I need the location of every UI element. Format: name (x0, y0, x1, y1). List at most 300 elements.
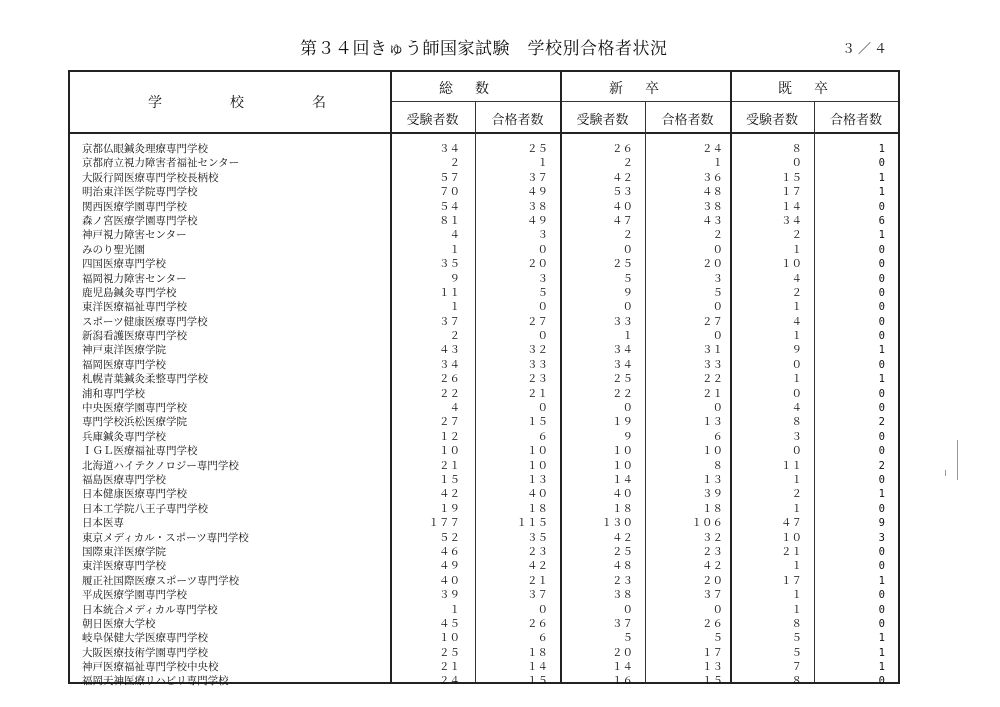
table-row (70, 286, 898, 300)
cell-value: ２４ (702, 143, 723, 155)
cell-value: ８ (791, 675, 802, 688)
cell-value: ３８ (527, 200, 548, 213)
cell-value: ４９ (439, 560, 460, 573)
cell-value: １ (537, 157, 548, 170)
cell-value: ２ (622, 229, 633, 242)
cell-value: ８ (791, 617, 802, 630)
table-row (70, 329, 898, 343)
cell-value: １３ (527, 473, 548, 486)
table-row (70, 387, 898, 401)
cell-value: １０ (527, 459, 548, 472)
cell-value: ２０ (702, 258, 723, 271)
cell-value: ３ (791, 430, 802, 443)
school-header-char: 校 (230, 95, 244, 111)
cell-value: ２ (449, 157, 460, 170)
cell-value: 0 (878, 286, 885, 299)
cell-value: ８ (791, 416, 802, 429)
cell-value: ９ (622, 286, 633, 299)
cell-value: ２０ (702, 574, 723, 587)
school-name: 四国医療専門学校 (82, 258, 166, 271)
table-row (70, 459, 898, 473)
cell-value: １０ (702, 445, 723, 458)
cell-value: １０ (612, 445, 633, 458)
cell-value: ４３ (702, 214, 723, 227)
school-name: 鹿児島鍼灸専門学校 (82, 286, 177, 299)
table-row (70, 343, 898, 357)
cell-value: １４ (527, 661, 548, 674)
cell-value: １８ (612, 502, 633, 515)
cell-value: 0 (878, 603, 885, 616)
cell-value: ４７ (781, 517, 802, 530)
table-row (70, 415, 898, 429)
school-name: 京都仏眼鍼灸理療専門学校 (82, 143, 208, 155)
cell-value: １ (791, 301, 802, 314)
cell-value: 9 (878, 517, 885, 530)
cell-value: ９ (791, 344, 802, 357)
cell-value: 0 (878, 243, 885, 256)
school-name: 国際東洋医療学院 (82, 545, 166, 558)
school-name: 専門学校浜松医療学院 (82, 416, 187, 429)
cell-value: 3 (878, 531, 885, 544)
table-row (70, 228, 898, 242)
cell-value: ２２ (702, 373, 723, 386)
cell-value: １５ (527, 416, 548, 429)
cell-value: ２ (791, 488, 802, 501)
table-row (70, 646, 898, 660)
cell-value: １７ (702, 646, 723, 659)
cell-value: ３２ (702, 531, 723, 544)
cell-value: １ (791, 243, 802, 256)
cell-value: ４５ (439, 617, 460, 630)
cell-value: 0 (878, 315, 885, 328)
cell-value: １０６ (691, 517, 723, 530)
cell-value: ９ (449, 272, 460, 285)
cell-value: ４０ (439, 574, 460, 587)
cell-value: ３４ (612, 344, 633, 357)
cell-value: ５２ (439, 531, 460, 544)
cell-value: １ (791, 330, 802, 343)
cell-value: １５ (781, 171, 802, 184)
cell-value: ０ (791, 445, 802, 458)
cell-value: ４ (791, 402, 802, 415)
cell-value: ４ (791, 272, 802, 285)
school-name: 浦和専門学校 (82, 387, 145, 400)
cell-value: ２ (791, 229, 802, 242)
cell-value: ４６ (439, 545, 460, 558)
table-row (70, 473, 898, 487)
cell-value: ４９ (527, 214, 548, 227)
cell-value: ２１ (439, 661, 460, 674)
cell-value: 1 (878, 632, 885, 645)
cell-value: ０ (537, 330, 548, 343)
school-name: 札幌青葉鍼灸柔整専門学校 (82, 373, 208, 386)
cell-value: ２５ (527, 143, 548, 155)
cell-value: １ (449, 603, 460, 616)
cell-value: ３３ (702, 358, 723, 371)
table-row (70, 444, 898, 458)
cell-value: 0 (878, 545, 885, 558)
cell-value: ７ (791, 661, 802, 674)
cell-value: １ (791, 589, 802, 602)
cell-value: ０ (537, 243, 548, 256)
table-row (70, 430, 898, 444)
cell-value: ３ (537, 229, 548, 242)
school-name: 日本統合メディカル専門学校 (82, 603, 218, 616)
cell-value: ０ (622, 301, 633, 314)
table-row (70, 603, 898, 617)
cell-value: ３９ (439, 589, 460, 602)
cell-value: １７７ (428, 517, 460, 530)
cell-value: ２０ (527, 258, 548, 271)
cell-value: ４０ (612, 488, 633, 501)
cell-value: ２ (791, 286, 802, 299)
cell-value: 0 (878, 402, 885, 415)
cell-value: 1 (878, 344, 885, 357)
cell-value: ２１ (439, 459, 460, 472)
table-row (70, 257, 898, 271)
school-name: 福岡視力障害センター (82, 272, 187, 285)
school-name: 北海道ハイテクノロジー専門学校 (82, 459, 239, 472)
subheader-passed: 合格者数 (491, 113, 544, 128)
cell-value: 1 (878, 171, 885, 184)
cell-value: １８ (527, 646, 548, 659)
cell-value: １４ (612, 661, 633, 674)
cell-value: ８ (712, 459, 723, 472)
subheader-examinees: 受験者数 (406, 113, 459, 128)
cell-value: ０ (791, 387, 802, 400)
cell-value: ３５ (439, 258, 460, 271)
cell-value: ３７ (439, 315, 460, 328)
cell-value: 1 (878, 143, 885, 155)
cell-value: ７０ (439, 186, 460, 199)
table-row (70, 631, 898, 645)
cell-value: ２１ (527, 574, 548, 587)
cell-value: １１ (781, 459, 802, 472)
cell-value: ０ (712, 603, 723, 616)
subheader-examinees: 受験者数 (745, 113, 798, 128)
cell-value: １０ (781, 258, 802, 271)
cell-value: ４ (791, 315, 802, 328)
table-row (70, 516, 898, 530)
cell-value: ４ (449, 229, 460, 242)
cell-value: 0 (878, 675, 885, 688)
school-name: 日本医専 (82, 517, 124, 530)
cell-value: １９ (439, 502, 460, 515)
table-row (70, 660, 898, 674)
table-body (70, 142, 898, 689)
cell-value: ５７ (439, 171, 460, 184)
cell-value: ０ (622, 243, 633, 256)
cell-value: ２２ (612, 387, 633, 400)
school-header-char: 名 (312, 95, 326, 111)
cell-value: ２３ (527, 545, 548, 558)
school-name: ＩＧＬ医療福祉専門学校 (82, 445, 198, 458)
cell-value: ３８ (612, 589, 633, 602)
cell-value: １８ (702, 502, 723, 515)
cell-value: １７ (781, 186, 802, 199)
cell-value: ５ (791, 632, 802, 645)
school-name: 福島医療専門学校 (82, 473, 166, 486)
cell-value: １５ (702, 675, 723, 688)
table-row (70, 358, 898, 372)
school-name: 日本工学院八王子専門学校 (82, 502, 208, 515)
table-row (70, 272, 898, 286)
cell-value: １７ (781, 574, 802, 587)
cell-value: 1 (878, 661, 885, 674)
school-name: 神戸視力障害センター (82, 229, 187, 242)
cell-value: ３３ (527, 358, 548, 371)
cell-value: １ (712, 157, 723, 170)
cell-value: １０ (781, 531, 802, 544)
cell-value: １５ (527, 675, 548, 688)
cell-value: ０ (622, 603, 633, 616)
cell-value: 1 (878, 373, 885, 386)
school-name: 神戸東洋医療学院 (82, 344, 166, 357)
cell-value: ２５ (439, 646, 460, 659)
cell-value: ２１ (527, 387, 548, 400)
school-name: 新潟看護医療専門学校 (82, 330, 187, 343)
cell-value: 1 (878, 229, 885, 242)
cell-value: 0 (878, 387, 885, 400)
cell-value: 2 (878, 459, 885, 472)
cell-value: １３ (702, 416, 723, 429)
cell-value: ２４ (439, 675, 460, 688)
cell-value: ２１ (702, 387, 723, 400)
school-name: 兵庫鍼灸専門学校 (82, 430, 166, 443)
cell-value: １３０ (601, 517, 633, 530)
cell-value: 0 (878, 272, 885, 285)
cell-value: ３９ (702, 488, 723, 501)
cell-value: ５ (622, 272, 633, 285)
scan-mark (945, 470, 946, 476)
table-row (70, 617, 898, 631)
school-name: 京都府立視力障害者福祉センター (82, 157, 240, 170)
table-row (70, 171, 898, 185)
school-name: 朝日医療大学校 (82, 617, 156, 630)
page-number: ３／４ (842, 42, 891, 57)
table-row (70, 545, 898, 559)
school-name: みのり聖光園 (82, 243, 145, 256)
cell-value: １ (791, 502, 802, 515)
cell-value: ６ (537, 430, 548, 443)
cell-value: ０ (791, 358, 802, 371)
cell-value: ３１ (702, 344, 723, 357)
cell-value: ５ (622, 632, 633, 645)
cell-value: ５ (537, 286, 548, 299)
school-name: 関西医療学園専門学校 (82, 200, 187, 213)
table-row (70, 372, 898, 386)
table-row (70, 401, 898, 415)
cell-value: ５ (712, 286, 723, 299)
cell-value: ２５ (612, 258, 633, 271)
cell-value: １２ (439, 430, 460, 443)
school-name: 大阪医療技術学園専門学校 (82, 646, 208, 659)
cell-value: ８１ (439, 214, 460, 227)
cell-value: ４０ (612, 200, 633, 213)
cell-value: １０ (612, 459, 633, 472)
school-name: 履正社国際医療スポーツ専門学校 (82, 574, 240, 587)
cell-value: ２０ (612, 646, 633, 659)
cell-value: ２ (449, 330, 460, 343)
cell-value: 0 (878, 473, 885, 486)
cell-value: ２３ (527, 373, 548, 386)
table-row (70, 588, 898, 602)
school-name: 明治東洋医学院専門学校 (82, 186, 198, 199)
table-row (70, 142, 898, 156)
cell-value: ４２ (439, 488, 460, 501)
cell-value: 0 (878, 502, 885, 515)
cell-value: １５ (439, 473, 460, 486)
cell-value: ３５ (527, 531, 548, 544)
subheader-passed: 合格者数 (661, 113, 714, 128)
cell-value: ２５ (612, 545, 633, 558)
table-row (70, 243, 898, 257)
cell-value: １ (622, 330, 633, 343)
cell-value: ６ (712, 430, 723, 443)
group-header-prior-grad: 既卒 (778, 81, 850, 97)
cell-value: ０ (622, 402, 633, 415)
table-header (70, 72, 898, 134)
cell-value: ０ (537, 603, 548, 616)
school-name: 福岡医療専門学校 (82, 358, 166, 371)
cell-value: ４８ (612, 560, 633, 573)
cell-value: １ (791, 473, 802, 486)
cell-value: ２２ (439, 387, 460, 400)
cell-value: ３７ (702, 589, 723, 602)
scan-mark (957, 440, 958, 480)
cell-value: ２ (712, 229, 723, 242)
table-row (70, 300, 898, 314)
cell-value: １８ (527, 502, 548, 515)
cell-value: 0 (878, 301, 885, 314)
cell-value: １３ (702, 473, 723, 486)
school-name: 東京メディカル・スポーツ専門学校 (82, 531, 249, 544)
cell-value: ３４ (439, 143, 460, 155)
cell-value: ４ (449, 402, 460, 415)
school-name: 東洋医療専門学校 (82, 560, 166, 573)
cell-value: １ (449, 301, 460, 314)
cell-value: ２６ (439, 373, 460, 386)
cell-value: 1 (878, 646, 885, 659)
cell-value: ２６ (527, 617, 548, 630)
cell-value: ４９ (527, 186, 548, 199)
table-row (70, 559, 898, 573)
cell-value: ３３ (612, 315, 633, 328)
school-name: 中央医療学園専門学校 (82, 402, 187, 415)
cell-value: ２３ (702, 545, 723, 558)
cell-value: 0 (878, 330, 885, 343)
cell-value: １ (791, 603, 802, 616)
school-name: 岐阜保健大学医療専門学校 (82, 632, 208, 645)
cell-value: 0 (878, 258, 885, 271)
header-divider (390, 101, 898, 102)
results-table (68, 70, 900, 688)
cell-value: １１５ (516, 517, 548, 530)
cell-value: ５ (791, 646, 802, 659)
school-name: 大阪行岡医療専門学校長柄校 (82, 171, 219, 184)
cell-value: １４ (781, 200, 802, 213)
cell-value: ２６ (702, 617, 723, 630)
cell-value: ０ (537, 301, 548, 314)
school-name: 東洋医療福祉専門学校 (82, 301, 187, 314)
table-row (70, 502, 898, 516)
cell-value: ０ (537, 402, 548, 415)
cell-value: ２ (622, 157, 633, 170)
table-row (70, 315, 898, 329)
cell-value: ４２ (612, 531, 633, 544)
cell-value: 0 (878, 617, 885, 630)
school-name: 森ノ宮医療学園専門学校 (82, 214, 198, 227)
table-row (70, 156, 898, 170)
cell-value: 1 (878, 186, 885, 199)
cell-value: ３４ (781, 214, 802, 227)
cell-value: ０ (712, 402, 723, 415)
table-row (70, 185, 898, 199)
school-name: 神戸医療福祉専門学校中央校 (82, 661, 219, 674)
cell-value: ４８ (702, 186, 723, 199)
cell-value: ３４ (612, 358, 633, 371)
cell-value: 0 (878, 560, 885, 573)
group-header-new-grad: 新卒 (609, 81, 681, 97)
cell-value: ４７ (612, 214, 633, 227)
cell-value: 6 (878, 214, 885, 227)
table-row (70, 214, 898, 228)
cell-value: ３８ (702, 200, 723, 213)
cell-value: ３２ (527, 344, 548, 357)
page-title: 第３４回きゅう師国家試験 学校別合格者状況 (300, 39, 668, 59)
cell-value: ０ (712, 243, 723, 256)
subheader-passed: 合格者数 (829, 113, 882, 128)
cell-value: １４ (612, 473, 633, 486)
cell-value: １１ (439, 286, 460, 299)
table-row (70, 487, 898, 501)
cell-value: ４２ (527, 560, 548, 573)
cell-value: ８ (791, 143, 802, 155)
school-name: 日本健康医療専門学校 (82, 488, 187, 501)
cell-value: ４３ (439, 344, 460, 357)
subheader-examinees: 受験者数 (576, 113, 629, 128)
cell-value: ２７ (527, 315, 548, 328)
cell-value: ４２ (702, 560, 723, 573)
school-header-char: 学 (148, 95, 162, 111)
cell-value: ０ (712, 330, 723, 343)
cell-value: ５４ (439, 200, 460, 213)
cell-value: ６ (537, 632, 548, 645)
cell-value: ２１ (781, 545, 802, 558)
cell-value: ９ (622, 430, 633, 443)
cell-value: ３４ (439, 358, 460, 371)
cell-value: 0 (878, 157, 885, 170)
cell-value: ３７ (527, 171, 548, 184)
cell-value: ２６ (612, 143, 633, 155)
cell-value: 1 (878, 574, 885, 587)
cell-value: 0 (878, 589, 885, 602)
table-row (70, 674, 898, 688)
school-name: スポーツ健康医療専門学校 (82, 315, 208, 328)
cell-value: ３ (712, 272, 723, 285)
cell-value: ５３ (612, 186, 633, 199)
cell-value: 0 (878, 358, 885, 371)
table-row (70, 200, 898, 214)
cell-value: ３７ (527, 589, 548, 602)
table-row (70, 531, 898, 545)
cell-value: ２７ (439, 416, 460, 429)
cell-value: 0 (878, 200, 885, 213)
school-name: 平成医療学園専門学校 (82, 589, 187, 602)
cell-value: ２５ (612, 373, 633, 386)
cell-value: ２３ (612, 574, 633, 587)
cell-value: １３ (702, 661, 723, 674)
